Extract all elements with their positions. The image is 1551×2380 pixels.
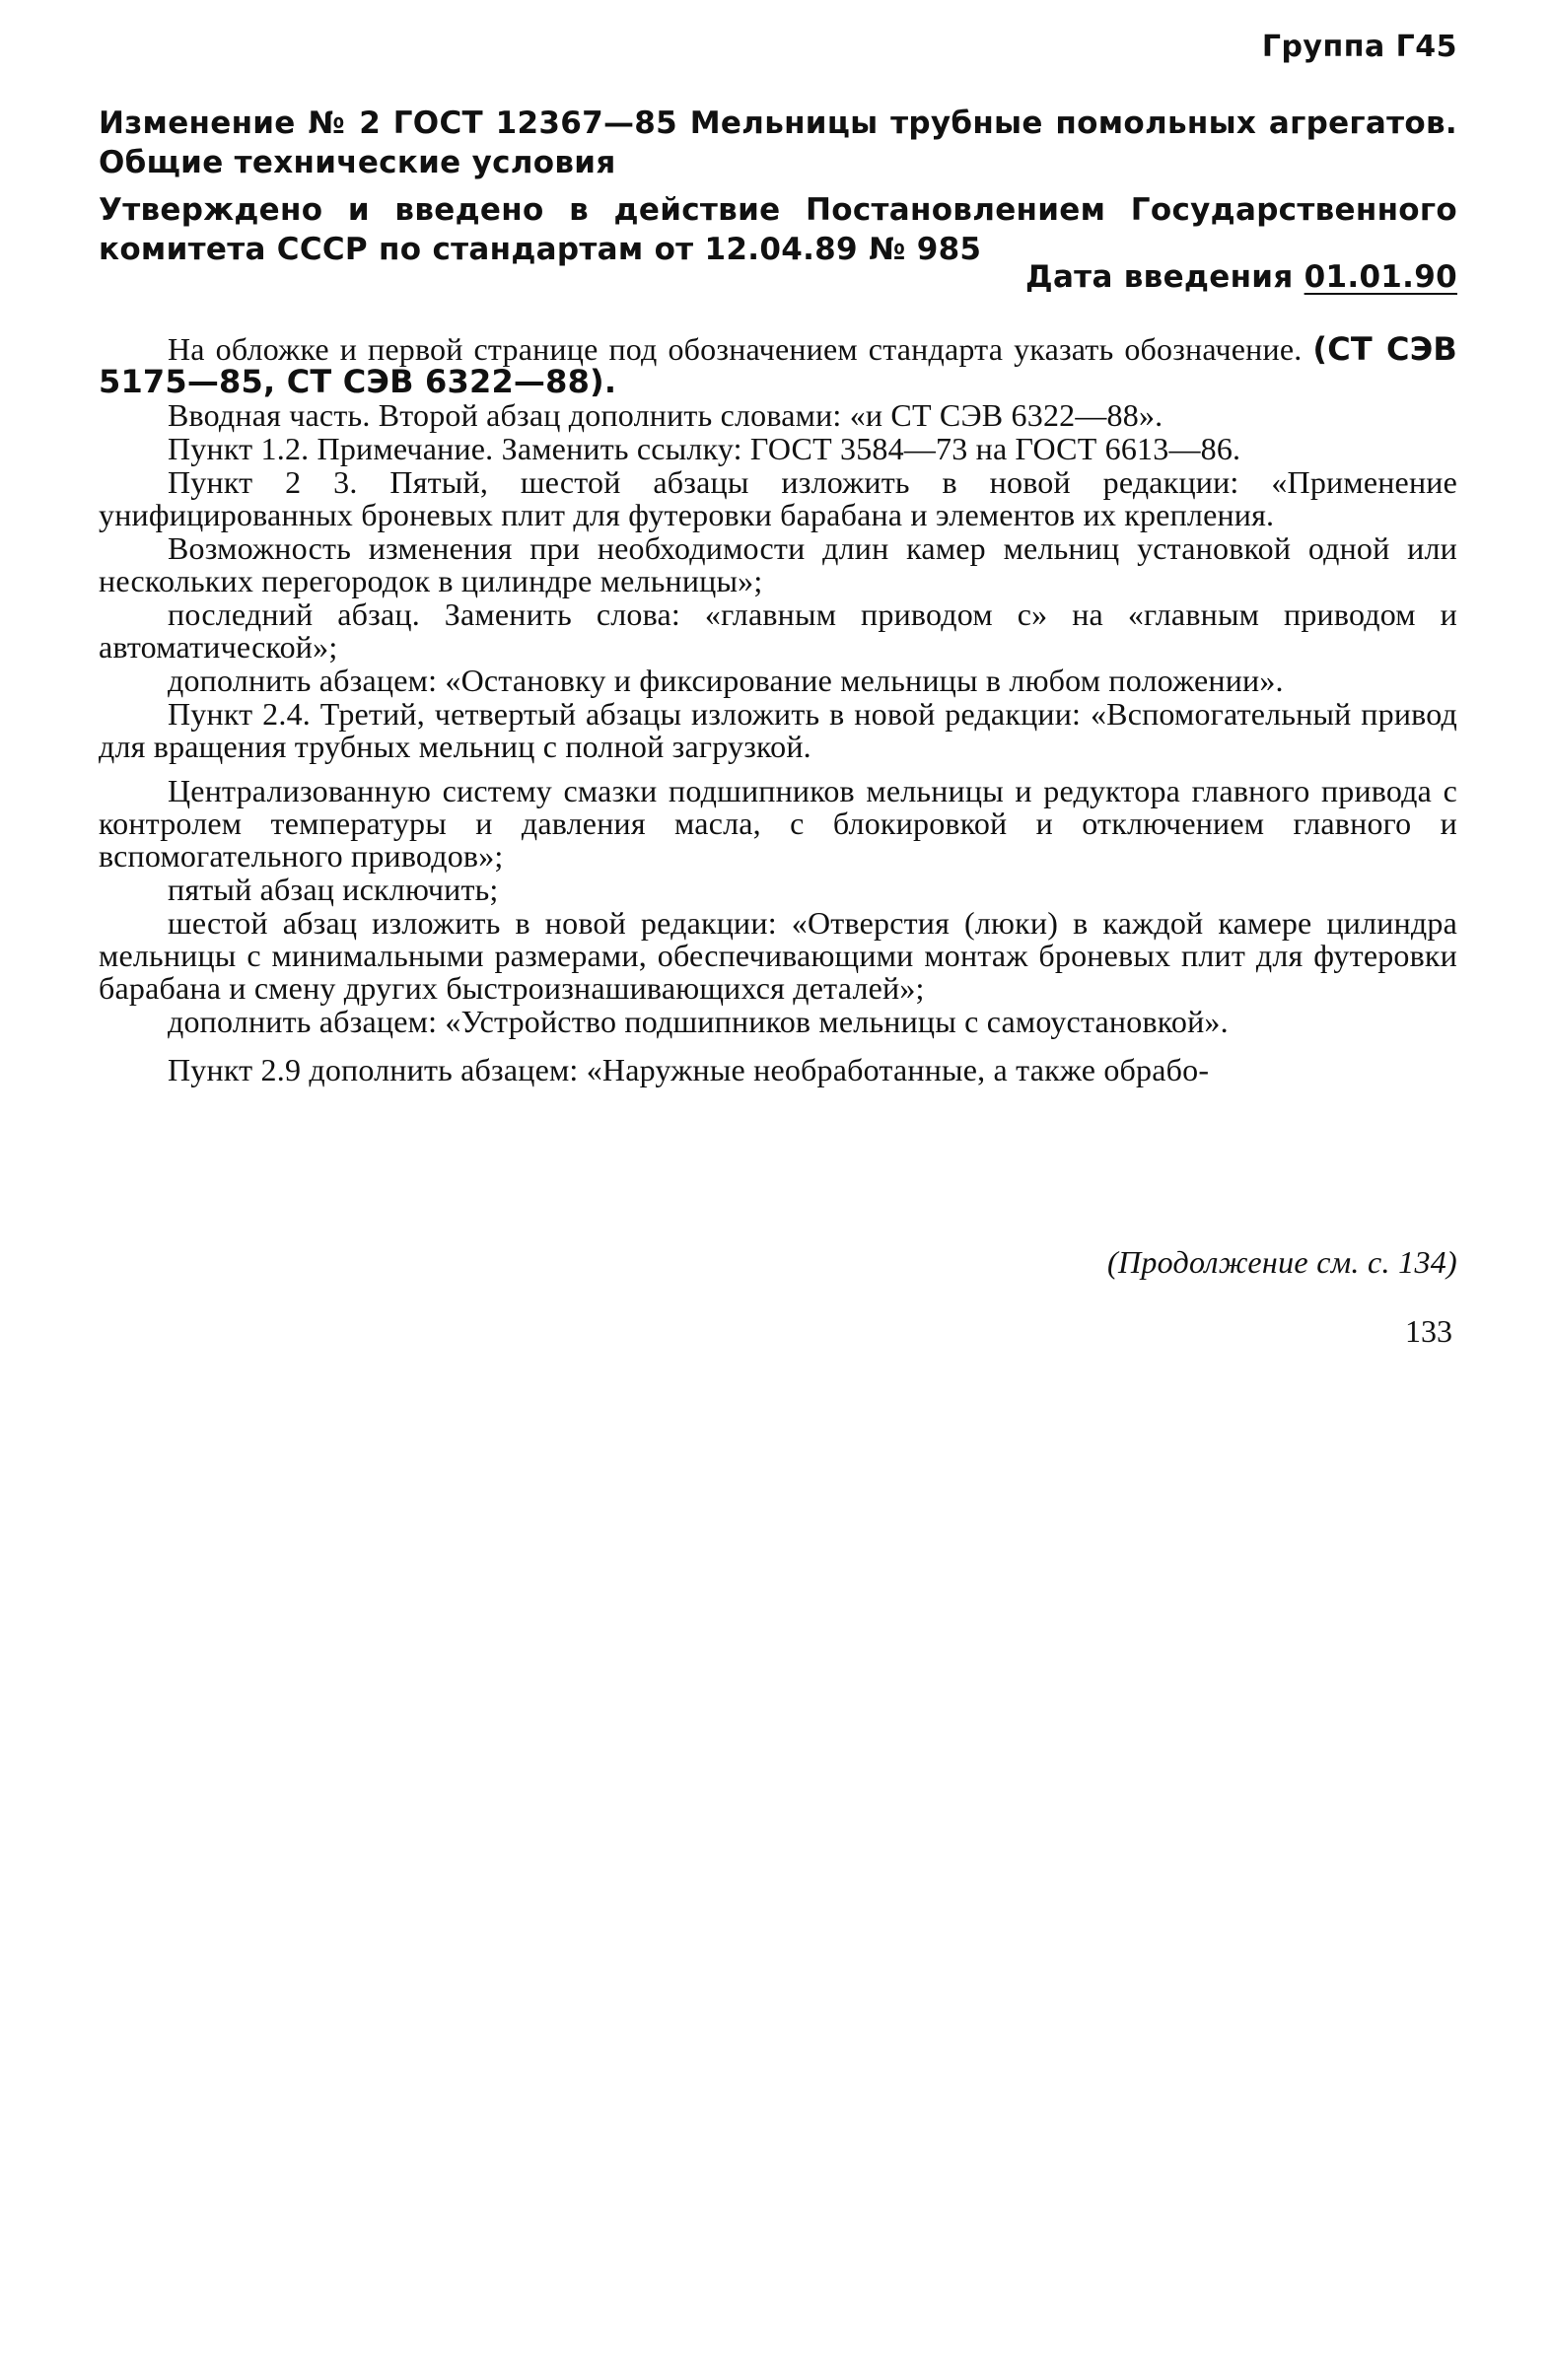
paragraph-fifth-exclude: пятый абзац исключить; [168, 872, 499, 907]
paragraph-sixth-new: шестой абзац изложить в новой редакции: «Отверстия (люки) в каждой камере цилиндра мельницы с минимальными размерами, обеспечивающими монтаж броневых плит для футеровки барабана и смену других быстроизнашивающихся деталей»; [99, 905, 1457, 1006]
page-number: 133 [1405, 1313, 1452, 1349]
paragraph-add-bearings: дополнить абзацем: «Устройство подшипников мельницы с самоустановкой». [168, 1004, 1229, 1039]
approval-statement: Утверждено и введено в действие Постановлением Государственного комитета СССР по стандартам от 12.04.89 № 985 [99, 192, 1457, 267]
paragraph-intro: Вводная часть. Второй абзац дополнить словами: «и СТ СЭВ 6322—88». [168, 397, 1163, 433]
paragraph-cover-codes: (СТ СЭВ 5175—85, СТ СЭВ 6322—88). [99, 330, 1458, 400]
paragraph-cover [99, 330, 1458, 400]
paragraph-add-stop: дополнить абзацем: «Остановку и фиксирование мельницы в любом положении». [168, 663, 1284, 698]
continuation-note: (Продолжение см. с. 134) [1107, 1244, 1457, 1280]
effective-date [1025, 259, 1457, 295]
effective-date-label: Дата введения [1025, 259, 1294, 295]
document-body [99, 330, 1458, 1087]
paragraph-cover-text: На обложке и первой странице под обозначением стандарта указать обозначение. [168, 331, 1303, 367]
paragraph-2-9: Пункт 2.9 дополнить абзацем: «Наружные необработанные, а также обрабо- [168, 1052, 1210, 1087]
paragraph-2-3: Пункт 2 3. Пятый, шестой абзацы изложить в новой редакции: «Применение унифицированных броневых плит для футеровки барабана и элементов их крепления. [99, 464, 1457, 532]
paragraph-chamber-length: Возможность изменения при необходимости длин камер мельниц установкой одной или нескольких перегородок в цилиндре мельницы»; [99, 530, 1457, 598]
paragraph-last-replace: последний абзац. Заменить слова: «главным приводом с» на «главным приводом и автоматической»; [99, 596, 1457, 665]
amendment-title: Изменение № 2 ГОСТ 12367—85 Мельницы трубные помольных агрегатов. Общие технические условия [99, 105, 1457, 180]
paragraph-lubrication: Централизованную систему смазки подшипников мельницы и редуктора главного привода с контролем температуры и давления масла, с блокировкой и отключением главного и вспомогательного приводов»; [99, 773, 1457, 874]
group-code: Группа Г45 [1261, 30, 1457, 64]
effective-date-value: 01.01.90 [1304, 259, 1457, 295]
paragraph-2-4: Пункт 2.4. Третий, четвертый абзацы изложить в новой редакции: «Вспомогательный привод для вращения трубных мельниц с полной загрузкой. [99, 696, 1457, 764]
paragraph-1-2: Пункт 1.2. Примечание. Заменить ссылку: ГОСТ 3584—73 на ГОСТ 6613—86. [168, 431, 1241, 466]
